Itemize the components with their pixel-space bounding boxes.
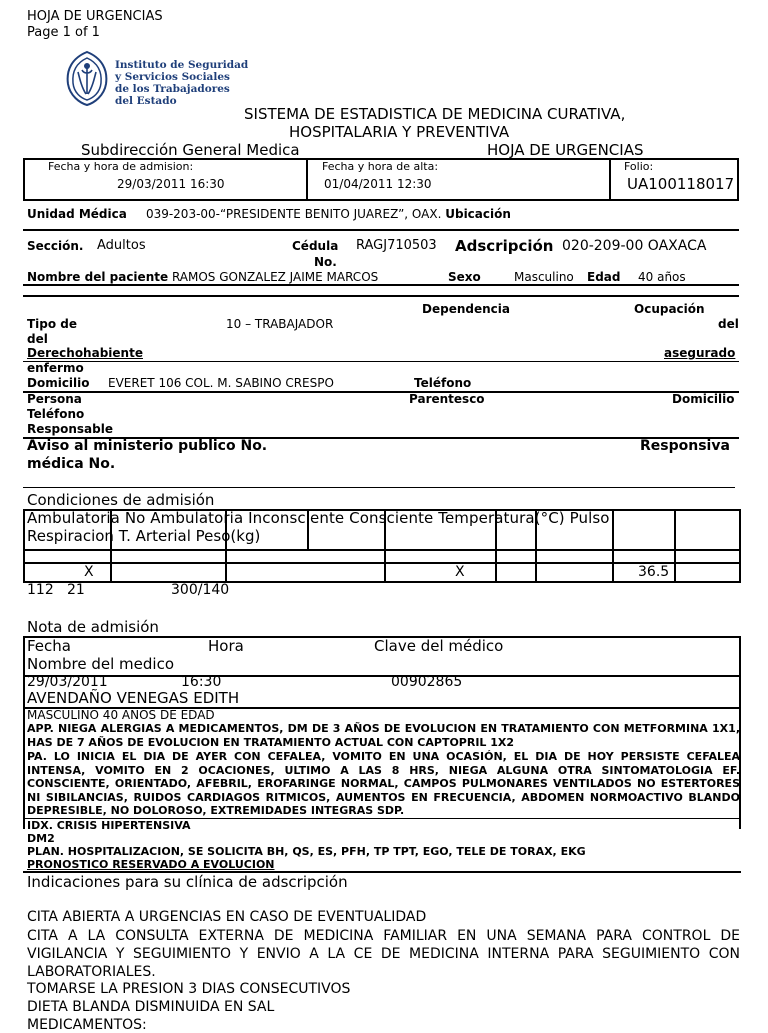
pulso-value: 112 (27, 582, 54, 598)
nota-idx: IDX. CRISIS HIPERTENSIVA (27, 819, 191, 832)
col-ambulatoria: Ambulatoria (27, 509, 120, 527)
domicilio-label: Domicilio (27, 376, 90, 390)
consciente-mark: X (455, 564, 465, 580)
asegurado-label: asegurado (664, 346, 736, 360)
nota-clave: 00902865 (391, 674, 463, 690)
col-no-ambulatoria: No Ambulatoria (124, 509, 244, 527)
cedula-value: RAGJ710503 (356, 238, 437, 253)
institute-line: Instituto de Seguridad (115, 59, 249, 71)
sexo-value: Masculino (514, 270, 574, 284)
nota-pa: PA. LO INICIA EL DIA DE AYER CON CEFALEA, VOMITO EN UNA OCASIÓN, EL DIA DE HOY PERSISTE CEFALEA INTENSA, VOMITO EN 2 OCACIONES, ULTIMO A LAS 8 HRS, NIEGA ALGUNA OTRA SINTOMATOLOGIA EF. CONSCIENTE, ORIENTADO, AFEBRIL, EROFARINGE NORMAL, CAMPOS PULMONARES VENTILADOS NO ESTERTORES NI SIBILANCIAS, RUIDOS CARDIAGOS RITMICOS, AUMENTOS EN FRECUENCIA, ABDOMEN NORMOACTIVO BLANDO DEPRESIBLE, NO DOLOROSO, EXTREMIDADES INTEGRAS SDP. (27, 750, 740, 817)
unidad-label: Unidad Médica (27, 207, 127, 221)
telefono-label: Teléfono (414, 376, 472, 390)
alta-label: Fecha y hora de alta: (322, 160, 439, 173)
paciente-value: RAMOS GONZALEZ JAIME MARCOS (171, 270, 379, 284)
paciente-label: Nombre del paciente (27, 270, 169, 284)
persona-telefono-label: Teléfono (27, 407, 85, 421)
respiracion-value: 21 (67, 582, 85, 598)
clave-label: Clave del médico (374, 637, 504, 655)
nota-medico: AVENDAÑO VENEGAS EDITH (27, 689, 240, 707)
institute-line: del Estado (115, 95, 177, 107)
persona-domicilio-label: Domicilio (672, 392, 735, 406)
seccion-value: Adultos (97, 238, 146, 253)
aviso-label: Aviso al ministerio publico No. (27, 438, 268, 454)
hora-label: Hora (208, 637, 244, 655)
hoja-title: HOJA DE URGENCIAS (487, 141, 644, 159)
ocupacion-del-label: del (718, 317, 739, 331)
system-title-line2: HOSPITALARIA Y PREVENTIVA (289, 123, 510, 141)
unidad-row (27, 207, 511, 221)
folio-label: Folio: (624, 160, 654, 173)
nota-dm2: DM2 (27, 832, 55, 845)
nota-plan: PLAN. HOSPITALIZACION, SE SOLICITA BH, QS, ES, PFH, TP TPT, EGO, TELE DE TORAX, EKG (27, 845, 586, 858)
tipo-del-label: del (27, 332, 48, 346)
col-consciente: Consciente (349, 509, 434, 527)
indicaciones-line5: MEDICAMENTOS: (27, 1017, 147, 1033)
condiciones-header-row1 (27, 509, 610, 527)
temperatura-value: 36.5 (638, 564, 670, 580)
nota-fecha: 29/03/2011 (27, 674, 108, 690)
nota-hora: 16:30 (181, 674, 222, 690)
ambulatoria-mark: X (84, 564, 94, 580)
nota-sexo-edad: MASCULINO 40 AÑOS DE EDAD (27, 708, 215, 722)
issste-logo (62, 50, 112, 106)
institute-line: de los Trabajadores (115, 83, 230, 95)
medica-no-label: médica No. (27, 456, 116, 472)
parentesco-label: Parentesco (409, 392, 485, 406)
condiciones-title: Condiciones de admisión (27, 491, 215, 509)
domicilio-value: EVERET 106 COL. M. SABINO CRESPO (108, 376, 334, 390)
seccion-label: Sección. (27, 239, 84, 253)
print-header-page: Page 1 of 1 (27, 25, 100, 40)
indicaciones-title: Indicaciones para su clínica de adscripción (27, 873, 348, 891)
col-respiracion: Respiracion (27, 527, 114, 545)
folio-value: UA100118017 (627, 175, 735, 193)
condiciones-header-row2 (27, 527, 260, 545)
institute-line: y Servicios Sociales (115, 71, 230, 83)
indicaciones-line1: CITA ABIERTA A URGENCIAS EN CASO DE EVENTUALIDAD (27, 909, 427, 925)
nota-app: APP. NIEGA ALERGIAS A MEDICAMENTOS, DM DE 3 AÑOS DE EVOLUCION EN TRATAMIENTO CON METFORMINA 1X1, HAS DE 7 AÑOS DE EVOLUCION EN TRATAMIENTO ACTUAL CON CAPTOPRIL 1X2 (27, 722, 740, 749)
dependencia-label: Dependencia (422, 302, 510, 316)
edad-value: 40 años (638, 270, 686, 284)
derechohabiente-label: Derechohabiente (27, 346, 143, 360)
admision-value: 29/03/2011 16:30 (117, 177, 225, 191)
adscripcion-value: 020-209-00 OAXACA (562, 238, 707, 254)
print-header-title: HOJA DE URGENCIAS (27, 9, 163, 24)
col-inconsciente: Inconsciente (248, 509, 345, 527)
persona-label: Persona (27, 392, 82, 406)
col-temperatura: Temperatura(°C) (438, 509, 565, 527)
col-arterial: T. Arterial (118, 527, 191, 545)
responsiva-label: Responsiva (640, 438, 730, 454)
col-peso: Peso(kg) (195, 527, 261, 545)
enfermo-label: enfermo (27, 361, 84, 375)
nombre-medico-label: Nombre del medico (27, 655, 175, 673)
fecha-label: Fecha (27, 637, 71, 655)
tipo-label: Tipo de (27, 317, 78, 331)
sexo-label: Sexo (448, 270, 481, 284)
nota-pronostico: PRONOSTICO RESERVADO A EVOLUCION (27, 858, 275, 871)
indicaciones-line4: DIETA BLANDA DISMINUIDA EN SAL (27, 999, 275, 1015)
system-title-line1: SISTEMA DE ESTADISTICA DE MEDICINA CURATIVA, (244, 105, 626, 123)
ubicacion-label: Ubicación (445, 207, 511, 221)
cedula-no-label: No. (314, 255, 337, 269)
indicaciones-line2: CITA A LA CONSULTA EXTERNA DE MEDICINA FAMILIAR EN UNA SEMANA PARA CONTROL DE VIGILANCIA Y SEGUIMIENTO Y ENVIO A LA CE DE MEDICINA INTERNA PARA SEGUIMIENTO CON LABORATORIALES. (27, 928, 740, 980)
subdireccion: Subdirección General Medica (81, 141, 300, 159)
institute-name (115, 59, 248, 107)
edad-label: Edad (587, 270, 621, 284)
cedula-label: Cédula (292, 239, 339, 253)
tipo-value: 10 – TRABAJADOR (226, 317, 334, 331)
paciente-row (27, 270, 378, 284)
admision-label: Fecha y hora de admision: (48, 160, 194, 173)
alta-value: 01/04/2011 12:30 (324, 177, 432, 191)
unidad-value: 039-203-00-“PRESIDENTE BENITO JUAREZ”, OAX. (145, 207, 442, 221)
adscripcion-label: Adscripción (455, 237, 554, 255)
responsable-label: Responsable (27, 422, 113, 436)
col-pulso: Pulso (569, 509, 610, 527)
nota-title: Nota de admisión (27, 618, 159, 636)
indicaciones-line3: TOMARSE LA PRESION 3 DIAS CONSECUTIVOS (27, 981, 351, 997)
arterial-value: 300/140 (171, 582, 230, 598)
ocupacion-label: Ocupación (634, 302, 705, 316)
